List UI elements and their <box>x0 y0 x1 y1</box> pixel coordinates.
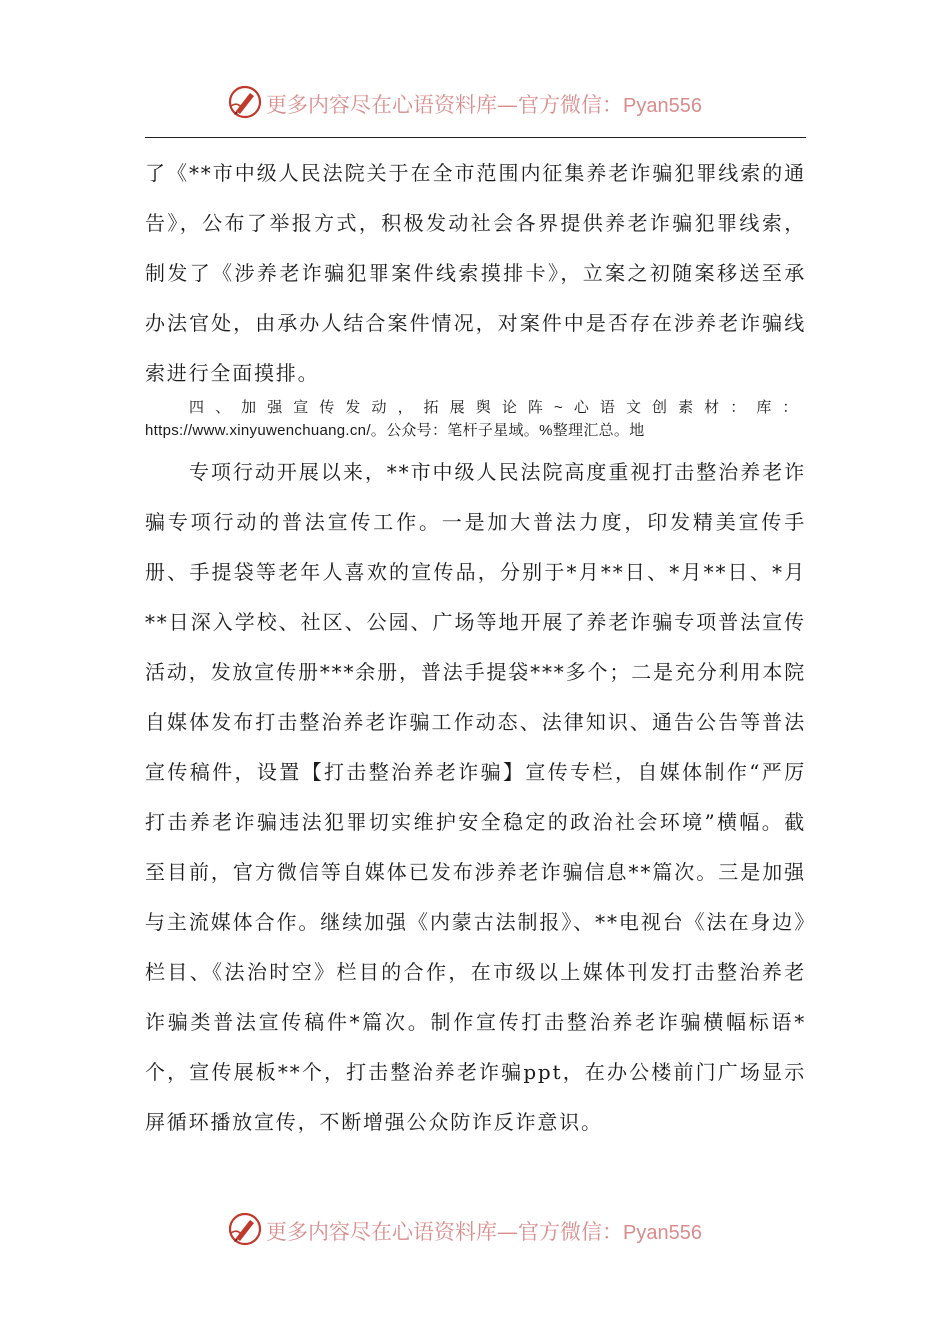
banner-text: 更多内容尽在心语资料库—官方微信：Pyan556 <box>266 1220 702 1244</box>
paragraph-section-four <box>145 447 806 1147</box>
paragraph-continued <box>145 148 806 398</box>
section-heading-title: 四、加强宣传发动，拓展舆论阵~心语文创素材：库： <box>189 399 806 416</box>
paragraph-text: 专项行动开展以来，**市中级人民法院高度重视打击整治养老诈骗专项行动的普法宣传工作。一是加大普法力度，印发精美宣传手册、手提袋等老年人喜欢的宣传品，分别于*月**日、*月**日、*月**日深入学校、社区、公园、广场等地开展了养老诈骗专项普法宣传活动，发放宣传册***余册，普法手提袋***多个；二是充分利用本院自媒体发布打击整治养老诈骗工作动态、法律知识、通告公告等普法宣传稿件，设置【打击整治养老诈骗】宣传专栏，自媒体制作“严厉打击养老诈骗违法犯罪切实维护安全稳定的政治社会环境”横幅。截至目前，官方微信等自媒体已发布涉养老诈骗信息**篇次。三是加强与主流媒体合作。继续加强《内蒙古法制报》、**电视台《法在身边》栏目、《法治时空》栏目的合作，在市级以上媒体刊发打击整治养老诈骗类普法宣传稿件*篇次。制作宣传打击整治养老诈骗横幅标语*个，宣传展板**个，打击整治养老诈骗ppt，在办公楼前门广场显示屏循环播放宣传，不断增强公众防诈反诈意识。 <box>145 460 806 1134</box>
banner-text: 更多内容尽在心语资料库—官方微信：Pyan556 <box>266 93 702 117</box>
section-heading <box>145 396 806 442</box>
section-heading-url: https://www.xinyuwenchuang.cn/。公众号：笔杆子星域。%整理汇总。地 <box>145 422 645 439</box>
header-banner <box>0 81 950 125</box>
wechat-id: Pyan556 <box>623 95 702 117</box>
pen-logo-icon <box>227 1211 263 1247</box>
footer-banner <box>0 1208 950 1252</box>
wechat-id: Pyan556 <box>623 1222 702 1244</box>
paragraph-text: 了《**市中级人民法院关于在全市范围内征集养老诈骗犯罪线索的通告》，公布了举报方式，积极发动社会各界提供养老诈骗犯罪线索，制发了《涉养老诈骗犯罪案件线索摸排卡》，立案之初随案移送至承办法官处，由承办人结合案件情况，对案件中是否存在涉养老诈骗线索进行全面摸排。 <box>145 161 806 385</box>
pen-logo-icon <box>227 84 263 120</box>
header-rule <box>145 137 806 138</box>
